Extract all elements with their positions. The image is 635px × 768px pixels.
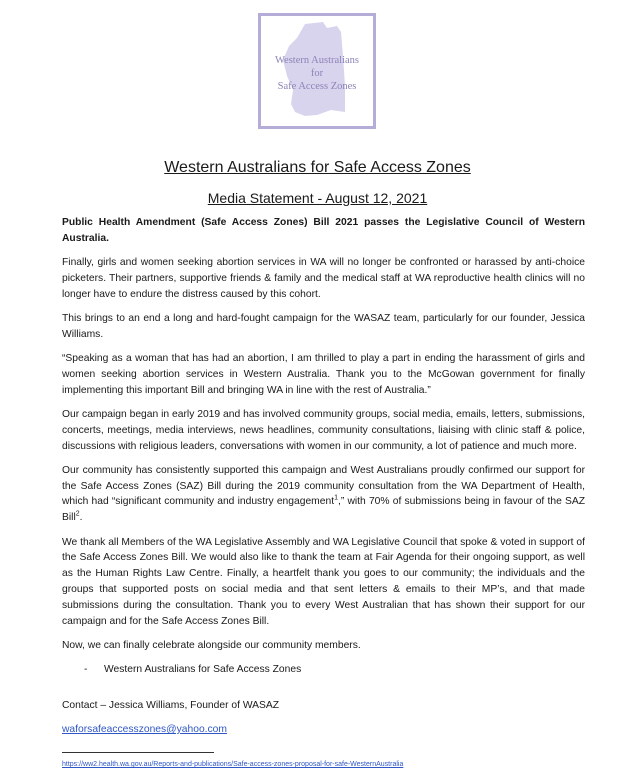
headline: Public Health Amendment (Safe Access Zones) Bill 2021 passes the Legislative Council of Western Australia. [62, 217, 585, 244]
footnote-divider [62, 752, 214, 753]
paragraph-2: This brings to an end a long and hard-fought campaign for the WASAZ team, particularly for our founder, Jessica Williams. [62, 312, 585, 340]
signoff-text: Western Australians for Safe Access Zones [104, 664, 302, 676]
organization-logo [258, 13, 376, 129]
paragraph-closing: Now, we can finally celebrate alongside our community members. [62, 639, 361, 651]
logo-line-3: Safe Access Zones [277, 81, 357, 92]
footnote-ref-2[interactable]: 2 [75, 510, 80, 518]
document-title: Western Australians for Safe Access Zones [164, 159, 471, 176]
paragraph-1: Finally, girls and women seeking abortion services in WA will no longer be confronted or harassed by anti-choice picketers. Their partners, supportive friends & family and the medical staff at WA reproductive health clinics will no longer have to endure the distress caused by this cohort. [62, 257, 585, 300]
support-text-2: ,” with 70% of submissions being in favour of the SAZ Bill [62, 496, 585, 524]
logo-line-2: for [310, 68, 324, 79]
paragraph-quote: “Speaking as a woman that has had an abortion, I am thrilled to play a part in ending the harassment of girls and women seeking abortion services in Western Australia. Thank you to the McGowan government for finally implementing this important Bill and bringing WA in line with the rest of Australia.” [62, 353, 585, 396]
contact-line: Contact – Jessica Williams, Founder of WASAZ [62, 699, 280, 711]
signoff-list-item [84, 662, 585, 678]
logo-text [261, 54, 373, 93]
paragraph-campaign: Our campaign began in early 2019 and has involved community groups, social media, emails, letters, submissions, concerts, meetings, media interviews, news headlines, community consultations, liaising with clinic staff & police, discussions with religious leaders, conversations with women in our community, a lot of patience and much more. [62, 408, 585, 452]
document-body [62, 215, 585, 747]
logo-line-1: Western Australians [274, 55, 359, 66]
paragraph-support [62, 463, 585, 526]
footnote-ref-1[interactable]: 1 [334, 495, 338, 503]
bullet-dash: - [84, 664, 88, 676]
footnote-link[interactable]: https://ww2.health.wa.gov.au/Reports-and-publications/Safe-access-zones-proposal-for-safe-WesternAustralia [62, 761, 404, 768]
support-text-3: . [79, 512, 83, 524]
contact-email-link[interactable]: waforsafeaccesszones@yahoo.com [62, 724, 227, 736]
support-text-1: Our community has consistently supported this campaign and West Australians proudly confirmed our support for the Safe Access Zones (SAZ) Bill during the 2019 community consultation from the WA Department of Health, which had “significant community and industry engagement [62, 464, 585, 508]
paragraph-thanks: We thank all Members of the WA Legislative Assembly and WA Legislative Council that spoke & voted in support of the Safe Access Zones Bill. We would also like to thank the team at Fair Agenda for their ongoing support, as well as the Human Rights Law Centre. Finally, a heartfelt thank you goes to our community; the individuals and the groups that supported posts on social media and that sent letters & emails to their MP’s, and that made submissions during the consultation. Thank you to every West Australian that has shown their support for our campaign and for the Safe Access Zones Bill. [62, 536, 585, 627]
document-subtitle: Media Statement - August 12, 2021 [207, 190, 428, 206]
